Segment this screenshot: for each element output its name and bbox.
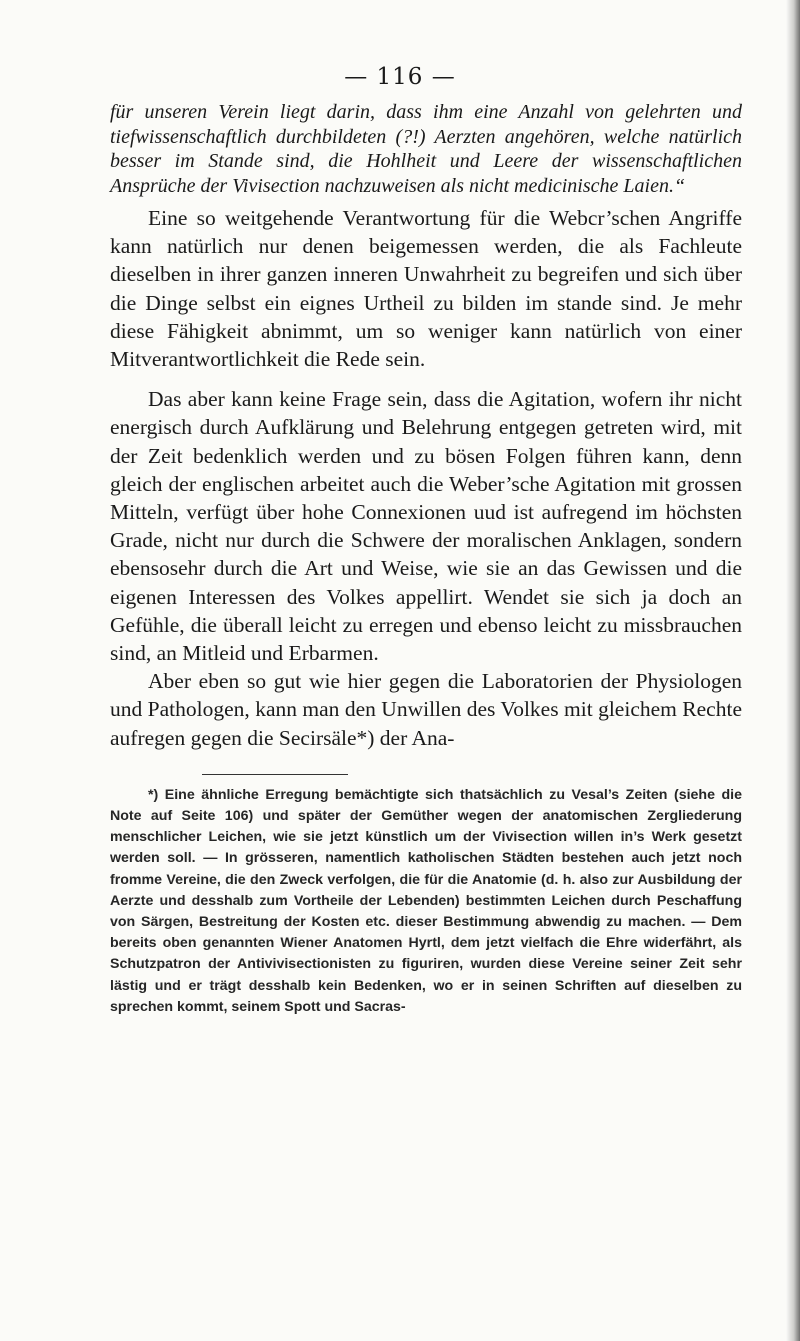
quoted-passage: für unseren Verein liegt darin, dass ihm eine Anzahl von gelehrten und tiefwissenschaftlich durchbildeten (?!) Aerzten angehören, welche natürlich besser im Stande sind, die Hohlheit und Leere der wissenschaftlichen Ansprüche der Vivisection nachzuweisen als nicht medicinische Laien.“ <box>110 101 742 197</box>
paragraph-3: Aber eben so gut wie hier gegen die Laboratorien der Physiologen und Pathologen, kann man den Unwillen des Volkes mit gleichem Rechte aufregen gegen die Secirsäle*) der Ana- <box>110 669 742 750</box>
page-content <box>110 100 742 1018</box>
paragraph-2: Das aber kann keine Frage sein, dass die Agitation, wofern ihr nicht energisch durch Aufklärung und Belehrung entgegen getreten wird, mit der Zeit bedenklich werden und zu bösen Folgen führen kann, denn gleich der englischen arbeitet auch die Weber’sche Agitation mit grossen Mitteln, verfügt über hohe Connexionen uud ist aufregend im höchsten Grade, nicht nur durch die Schwere der moralischen Anklagen, sondern ebensosehr durch die Art und Weise, wie sie an das Gewissen und die eigenen Interessen des Volkes appellirt. Wendet sie sich ja doch an Gefühle, die überall leicht zu erregen und ebenso leicht zu missbrauchen sind, an Mitleid und Erbarmen. <box>110 387 742 666</box>
footnote: *) Eine ähnliche Erregung bemächtigte sich thatsächlich zu Vesal’s Zeiten (siehe die Note auf Seite 106) und später der Gemüther wegen der anatomischen Zergliederung menschlicher Leichen, wie sie jetzt künstlich um der Vivisection willen in’s Werk gesetzt werden soll. — In grösseren, namentlich katholischen Städten bestehen auch jetzt noch fromme Vereine, die den Zweck verfolgen, die für die Anatomie (d. h. also zur Ausbildung der Aerzte und desshalb zum Vortheile der Lebenden) bestimmten Leichen durch Peschaffung von Särgen, Bestreitung der Kosten etc. dieser Bestimmung abwendig zu machen. — Dem bereits oben genannten Wiener Anatomen Hyrtl, dem jetzt vielfach die Ehre widerfährt, als Schutzpatron der Antivivisectionisten zu figuriren, wurden diese Vereine seiner Zeit sehr lästig und er trägt desshalb kein Bedenken, wo er in seinen Schriften auf dieselben zu sprechen kommt, seinem Spott und Sacras- <box>110 786 742 1015</box>
page-number: — 116 — <box>344 64 456 90</box>
page-edge-shadow <box>786 0 800 1341</box>
paragraph-1: Eine so weitgehende Verantwortung für die Webcr’schen Angriffe kann natürlich nur denen beigemessen werden, die als Fachleute dieselben in ihrer ganzen inneren Unwahrheit zu begreifen und sich über die Dinge selbst ein eignes Urtheil zu bilden im stande sind. Je mehr diese Fähigkeit abnimmt, um so weniger kann natürlich von einer Mitverantwortlichkeit die Rede sein. <box>110 206 742 372</box>
footnote-divider <box>202 774 348 775</box>
